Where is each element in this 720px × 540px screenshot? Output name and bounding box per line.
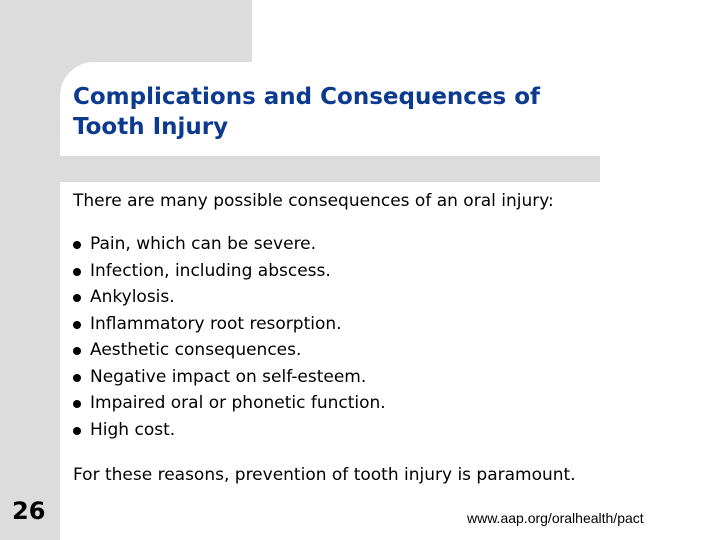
list-item-text: High cost. — [90, 419, 176, 440]
bullet-icon — [73, 400, 81, 408]
page-number: 26 — [12, 497, 46, 525]
list-item-text: Inflammatory root resorption. — [90, 313, 342, 334]
list-item — [73, 392, 386, 419]
bullet-icon — [73, 294, 81, 302]
list-item-text: Impaired oral or phonetic function. — [90, 393, 386, 413]
list-item — [73, 366, 386, 393]
source-url: www.aap.org/oralhealth/pact — [467, 510, 644, 526]
bullet-icon — [73, 374, 81, 382]
list-item-text: Pain, which can be severe. — [90, 234, 317, 254]
list-item — [73, 339, 386, 366]
bullet-icon — [73, 321, 81, 329]
list-item — [73, 233, 386, 260]
bullet-icon — [73, 347, 81, 355]
list-item — [73, 286, 386, 313]
bullet-icon — [73, 268, 81, 276]
title-underline-band — [60, 156, 600, 182]
intro-text: There are many possible consequences of an oral injury: — [73, 191, 554, 211]
decorative-frame-left — [0, 0, 60, 540]
list-item — [73, 260, 386, 287]
consequence-list — [73, 233, 386, 445]
list-item-text: Negative impact on self-esteem. — [90, 366, 367, 387]
list-item-text: Infection, including abscess. — [90, 260, 331, 281]
bullet-icon — [73, 241, 81, 249]
closing-text: For these reasons, prevention of tooth injury is paramount. — [73, 465, 576, 485]
list-item-text: Ankylosis. — [90, 287, 175, 307]
list-item — [73, 419, 386, 446]
slide-title: Complications and Consequences of Tooth Injury — [73, 84, 541, 140]
list-item — [73, 313, 386, 340]
bullet-icon — [73, 427, 81, 435]
list-item-text: Aesthetic consequences. — [90, 340, 302, 360]
